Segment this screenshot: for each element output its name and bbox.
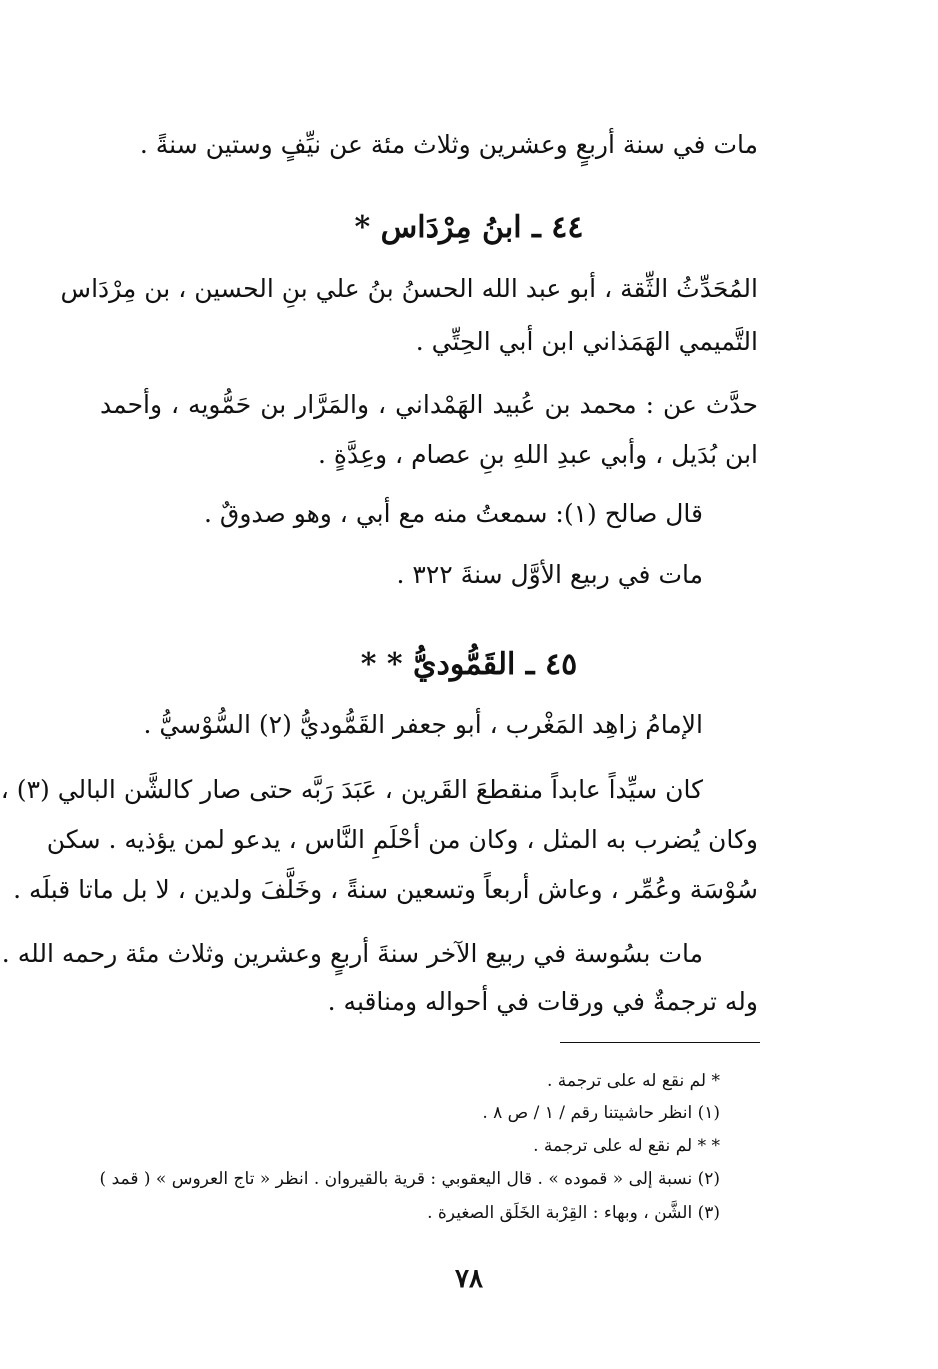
entry-44-hadith-line-1: حدَّث عن : محمد بن عُبيد الهَمْداني ، والمَرَّار بن حَمُّويه ، وأحمد: [100, 390, 758, 419]
entry-45-intro: الإمامُ زاهِد المَغْرب ، أبو جعفر القَمُّوديُّ (٢) السُّوْسيُّ .: [143, 710, 703, 739]
entry-44-intro-line-1: المُحَدِّثُ الثِّقة ، أبو عبد الله الحسنُ بنُ علي بنِ الحسين ، بن مِرْدَاس: [60, 274, 758, 303]
entry-44-intro-line-2: التَّميمي الهَمَذاني ابن أبي الحِتِّي .: [415, 327, 758, 356]
footnote-1: (١) انظر حاشيتنا رقم / ١ / ص ٨ .: [482, 1103, 720, 1123]
entry-45-para-line-2: وكان يُضرب به المثل ، وكان من أحْلَمِ النَّاس ، يدعو لمن يؤذيه . سكن: [46, 825, 758, 854]
entry-45-death: مات بسُوسة في ربيع الآخر سنةَ أربعٍ وعشرين وثلاث مئة رحمه الله .: [1, 939, 703, 968]
footnote-2: (٢) نسبة إلى « قموده » . قال اليعقوبي : قرية بالقيروان . انظر « تاج العروس » ( قمد ): [99, 1169, 720, 1189]
entry-44-heading: ٤٤ ـ ابنُ مِرْدَاس *: [354, 210, 584, 245]
entry-45-para-line-1: كان سيِّداً عابداً منقطعَ القَرين ، عَبَدَ رَبَّه حتى صار كالشَّن البالي (٣) ،: [0, 775, 703, 804]
entry-45-para-line-3: سُوْسَة وعُمِّر ، وعاش أربعاً وتسعين سنةً ، وخَلَّفَ ولدين ، لا بل ماتا قبلَه .: [13, 875, 758, 904]
footnote-3: (٣) الشَّن ، وبهاء : القِرْبة الخَلَق الصغيرة .: [427, 1203, 720, 1223]
entry-45-heading: ٤٥ ـ القَمُّوديُّ * *: [360, 647, 578, 682]
previous-entry-death-line: مات في سنة أربعٍ وعشرين وثلاث مئة عن نيِّفٍ وستين سنةً .: [139, 130, 758, 159]
entry-44-hadith-line-2: ابن بُدَيل ، وأبي عبدِ اللهِ بنِ عصام ، وعِدَّةٍ .: [318, 440, 758, 469]
footnote-star-1: * لم نقع له على ترجمة .: [547, 1071, 720, 1091]
footnote-star-2: * * لم نقع له على ترجمة .: [533, 1136, 720, 1156]
footnote-separator: [560, 1042, 760, 1043]
entry-44-saleh-quote: قال صالح (١): سمعتُ منه مع أبي ، وهو صدوقٌ .: [204, 499, 703, 528]
page-number: ٧٨: [455, 1264, 483, 1294]
entry-44-death: مات في ربيع الأوَّل سنةَ ٣٢٢ .: [396, 560, 703, 589]
entry-45-translation: وله ترجمةٌ في ورقات في أحواله ومناقبه .: [327, 987, 758, 1016]
